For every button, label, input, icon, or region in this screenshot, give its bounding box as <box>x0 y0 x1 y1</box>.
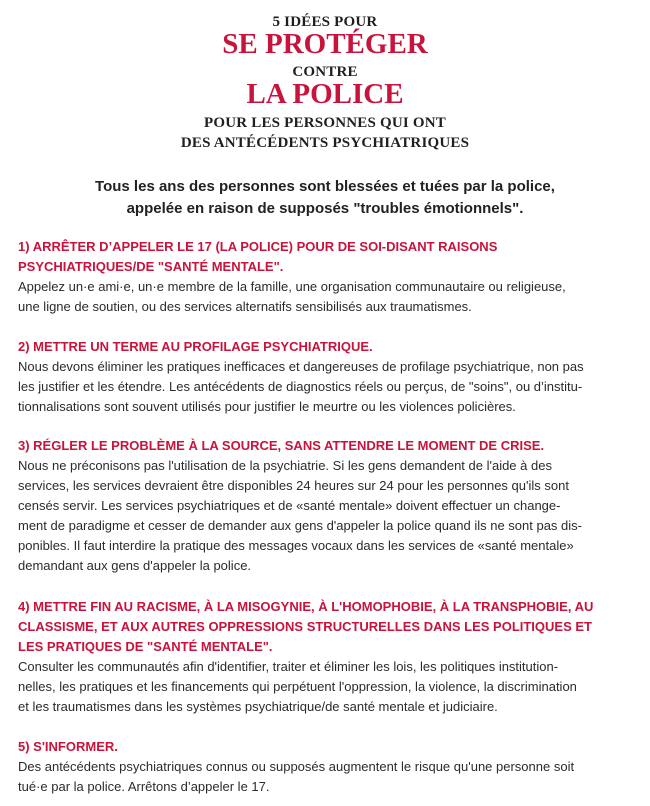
idea-3-body-line-6: demandant aux gens d'appeler la police. <box>18 558 252 573</box>
idea-3-body-line-5: ponibles. Il faut interdire la pratique des messages vocaux dans les services de «santé mentale» <box>18 538 574 553</box>
intro-line-2: appelée en raison de supposés "troubles émotionnels". <box>126 200 524 217</box>
idea-3 <box>18 436 638 576</box>
intro-paragraph <box>0 176 650 220</box>
header-title-police: LA POLICE <box>246 78 404 110</box>
header-line-6: DES ANTÉCÉDENTS PSYCHIATRIQUES <box>180 135 470 151</box>
header-line-contre: CONTRE <box>292 64 358 80</box>
header-title-protect: SE PROTÉGER <box>222 28 428 60</box>
idea-5-body-line-1: Des antécédents psychiatriques connus ou supposés augmentent le risque qu'une personne soit <box>18 759 575 774</box>
idea-4 <box>18 597 638 717</box>
idea-1-body-line-2: une ligne de soutien, ou des services alternatifs sensibilisés aux traumatismes. <box>18 299 472 314</box>
idea-3-title: 3) RÉGLER LE PROBLÈME À LA SOURCE, SANS ATTENDRE LE MOMENT DE CRISE. <box>18 438 545 453</box>
idea-4-title-line-2: CLASSISME, ET AUX AUTRES OPPRESSIONS STRUCTURELLES DANS LES POLITIQUES ET <box>18 619 592 634</box>
idea-1-title-line-2: PSYCHIATRIQUES/DE "SANTÉ MENTALE". <box>18 259 284 274</box>
idea-2-body-line-1: Nous devons éliminer les pratiques inefficaces et dangereuses de profilage psychiatrique, non pas <box>18 359 584 374</box>
header-line-1: 5 IDÉES POUR <box>272 14 378 30</box>
idea-3-body-line-3: censés servir. Les services psychiatriques et de «santé mentale» doivent effectuer un change- <box>18 498 561 513</box>
idea-3-body-line-4: ment de paradigme et cesser de demander aux gens d'appeler la police quand ils ne sont pas dis- <box>18 518 582 533</box>
idea-5 <box>18 737 638 797</box>
idea-1 <box>18 237 638 317</box>
idea-5-body-line-2: tué·e par la police. Arrêtons d’appeler le 17. <box>18 779 270 794</box>
idea-4-title-line-3: LES PRATIQUES DE "SANTÉ MENTALE". <box>18 639 273 654</box>
idea-3-body-line-2: services, les services devraient être disponibles 24 heures sur 24 pour les personnes qu'ils sont <box>18 478 569 493</box>
idea-2 <box>18 337 638 417</box>
idea-4-title-line-1: 4) METTRE FIN AU RACISME, À LA MISOGYNIE, À L'HOMOPHOBIE, À LA TRANSPHOBIE, AU <box>18 599 594 614</box>
idea-1-title-line-1: 1) ARRÊTER D’APPELER LE 17 (LA POLICE) POUR DE SOI-DISANT RAISONS <box>18 239 498 254</box>
header-line-5: POUR LES PERSONNES QUI ONT <box>204 115 446 131</box>
idea-4-body-line-2: nelles, les pratiques et les financements qui perpétuent l'oppression, la violence, la discrimination <box>18 679 577 694</box>
idea-5-title: 5) S'INFORMER. <box>18 739 118 754</box>
idea-2-body-line-2: les justifier et les étendre. Les antécédents de diagnostics réels ou perçus, de "soins", ou d’institu- <box>18 379 583 394</box>
idea-3-body-line-1: Nous ne préconisons pas l'utilisation de la psychiatrie. Si les gens demandent de l'aide à des <box>18 458 552 473</box>
idea-1-body-line-1: Appelez un·e ami·e, un·e membre de la famille, une organisation communautaire ou religieuse, <box>18 279 566 294</box>
idea-4-body-line-3: et les traumatismes dans les systèmes psychiatrique/de santé mentale et judiciaire. <box>18 699 498 714</box>
idea-4-body-line-1: Consulter les communautés afin d'identifier, traiter et éliminer les lois, les politiques institution- <box>18 659 559 674</box>
idea-2-body-line-3: tionnalisations sont souvent utilisés pour justifier le meurtre ou les violences policières. <box>18 399 516 414</box>
intro-line-1: Tous les ans des personnes sont blessées et tuées par la police, <box>95 178 555 195</box>
idea-2-title: 2) METTRE UN TERME AU PROFILAGE PSYCHIATRIQUE. <box>18 339 373 354</box>
